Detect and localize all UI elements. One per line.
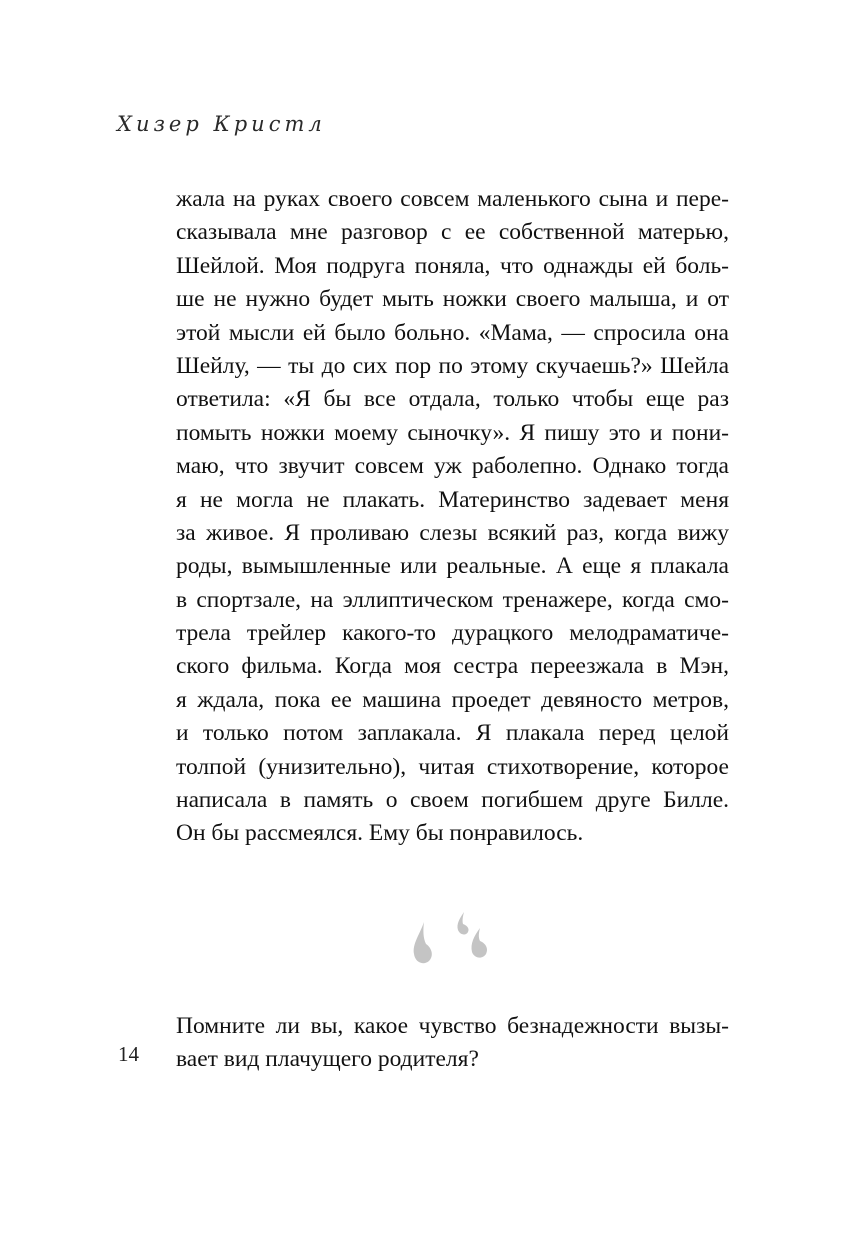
running-head-author: Хизер Кристл — [117, 112, 326, 136]
teardrop-middle-icon — [457, 912, 468, 934]
body-line: ответила: «Я бы все отдала, только чтобы еще раз — [176, 386, 729, 413]
body-line: за живое. Я проливаю слезы всякий раз, когда вижу — [176, 519, 729, 546]
body-line: трела трейлер какого-то дурацкого мелодраматиче- — [176, 620, 729, 647]
teardrop-right-icon — [471, 928, 487, 958]
body-line: жала на руках своего совсем маленького сына и пере- — [176, 186, 729, 212]
body-line: в спортзале, на эллиптическом тренажере, когда смо- — [176, 586, 729, 613]
body-line: этой мысли ей было больно. «Мама, — спросила она — [176, 319, 729, 346]
body-line: и только потом заплакала. Я плакала перед целой — [176, 720, 729, 747]
body-line-last: Он бы рассмеялся. Ему бы понравилось. — [176, 820, 584, 847]
body-paragraph — [176, 183, 729, 851]
body-line: написала в память о своем погибшем друге Билле. — [176, 787, 729, 814]
page-number: 14 — [118, 1042, 139, 1066]
body-line: Шейлой. Моя подруга поняла, что однажды ей боль- — [176, 252, 729, 279]
question-paragraph — [176, 1010, 729, 1077]
body-line: я не могла не плакать. Материнство задевает меня — [176, 486, 729, 513]
teardrops-icon — [404, 908, 496, 970]
body-line: толпой (унизительно), читая стихотворение, которое — [176, 753, 729, 780]
question-line-last: вает вид плачущего родителя? — [176, 1046, 479, 1073]
teardrop-left-icon — [414, 922, 432, 963]
body-line: Шейлу, — ты до сих пор по этому скучаешь?» Шейла — [176, 352, 729, 379]
question-line: Помните ли вы, какое чувство безнадежности вызы- — [176, 1013, 729, 1039]
body-line: помыть ножки моему сыночку». Я пишу это и пони- — [176, 419, 729, 446]
body-line: я ждала, пока ее машина проедет девяносто метров, — [176, 686, 729, 713]
body-line: ского фильма. Когда моя сестра переезжала в Мэн, — [176, 653, 729, 680]
body-line: ше не нужно будет мыть ножки своего малыша, и от — [176, 286, 729, 313]
body-line: маю, что звучит совсем уж раболепно. Однако тогда — [176, 453, 729, 480]
body-line: сказывала мне разговор с ее собственной матерью, — [176, 219, 729, 246]
body-line: роды, вымышленные или реальные. А еще я плакала — [176, 553, 729, 580]
